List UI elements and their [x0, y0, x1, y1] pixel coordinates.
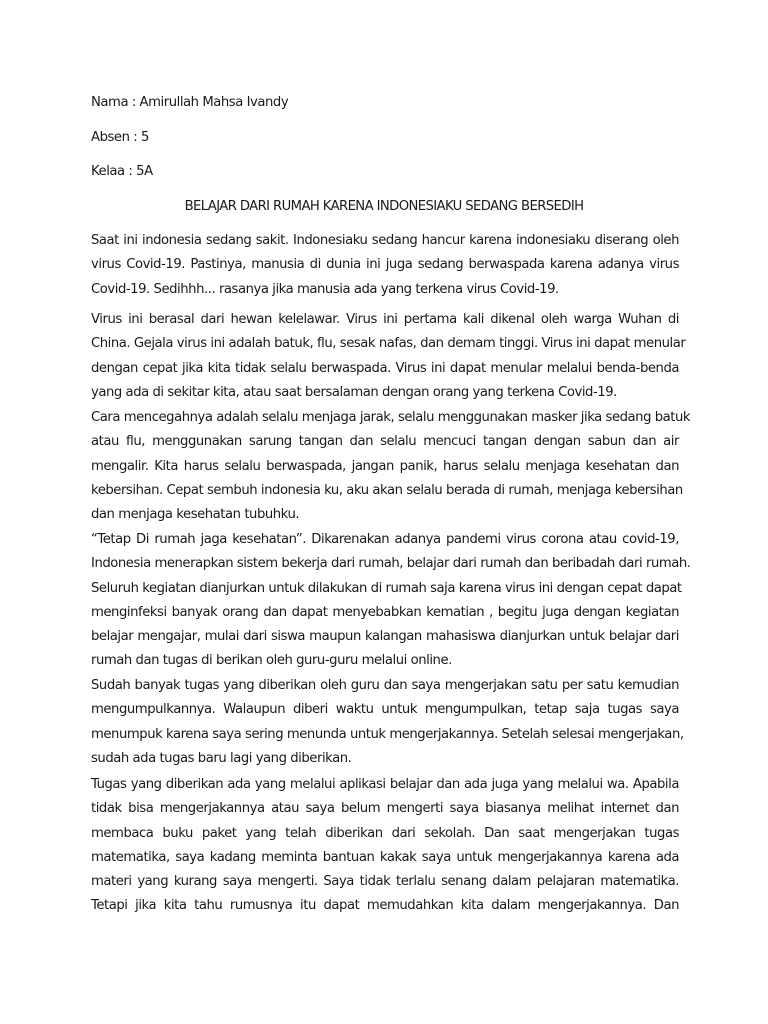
paragraph-2	[91, 308, 686, 405]
paragraph-line: Covid-19. Sedihhh... rasanya jika manusia ada yang terkena virus Covid-19.	[91, 281, 559, 297]
paragraph-line: Tetapi jika kita tahu rumusnya itu dapat memudahkan kita dalam mengerjakannya. Dan	[91, 898, 679, 914]
paragraph-1	[91, 229, 679, 302]
paragraph-line: virus Covid-19. Pastinya, manusia di dunia ini juga sedang berwaspada karena adanya virus	[91, 257, 679, 273]
paragraph-line: Saat ini indonesia sedang sakit. Indonesiaku sedang hancur karena indonesiaku diserang oleh	[91, 233, 679, 248]
paragraph-3	[91, 406, 691, 527]
paragraph-line: membaca buku paket yang telah diberikan dari sekolah. Dan saat mengerjakan tugas	[91, 825, 679, 841]
paragraph-line: kebersihan. Cepat sembuh indonesia ku, aku akan selalu berada di rumah, menjaga kebersihan	[91, 482, 683, 498]
student-name: Nama : Amirullah Mahsa Ivandy	[91, 95, 289, 110]
paragraph-6	[91, 773, 679, 919]
paragraph-line: dan menjaga kesehatan tubuhku.	[91, 507, 300, 523]
paragraph-line: Indonesia menerapkan sistem bekerja dari rumah, belajar dari rumah dan beribadah dari rumah.	[91, 556, 691, 572]
paragraph-line: menumpuk karena saya sering menunda untuk mengerjakannya. Setelah selesai mengerjakan,	[91, 726, 684, 742]
paragraph-line: matematika, saya kadang meminta bantuan kakak saya untuk mengerjakannya karena ada	[91, 849, 679, 865]
paragraph-line: Sudah banyak tugas yang diberikan oleh guru dan saya mengerjakan satu per satu kemudian	[91, 678, 679, 693]
paragraph-line: mengumpulkannya. Walaupun diberi waktu untuk mengumpulkan, tetap saja tugas saya	[91, 702, 679, 718]
paragraph-line: menginfeksi banyak orang dan dapat menyebabkan kematian , begitu juga dengan kegiatan	[91, 604, 679, 620]
paragraph-line: Seluruh kegiatan dianjurkan untuk dilakukan di rumah saja karena virus ini dengan cepat dapat	[91, 580, 682, 596]
paragraph-line: Virus ini berasal dari hewan kelelawar. Virus ini pertama kali dikenal oleh warga Wuhan di	[91, 312, 679, 327]
paragraph-line: Tugas yang diberikan ada yang melalui aplikasi belajar dan ada juga yang melalui wa. Apabila	[91, 777, 679, 792]
paragraph-line: rumah dan tugas di berikan oleh guru-guru melalui online.	[91, 653, 452, 669]
paragraph-line: tidak bisa mengerjakannya atau saya belum mengerti saya biasanya melihat internet dan	[91, 801, 679, 817]
paragraph-line: yang ada di sekitar kita, atau saat bersalaman dengan orang yang terkena Covid-19.	[91, 384, 617, 400]
paragraph-line: sudah ada tugas baru lagi yang diberikan.	[91, 750, 352, 766]
paragraph-line: atau flu, menggunakan sarung tangan dan selalu mencuci tangan dengan sabun dan air	[91, 434, 679, 450]
paragraph-line: dengan cepat jika kita tidak selalu berwaspada. Virus ini dapat menular melalui benda-benda	[91, 360, 679, 376]
paragraph-5	[91, 674, 684, 771]
paragraph-line: belajar mengajar, mulai dari siswa maupun kalangan mahasiswa dianjurkan untuk belajar dari	[91, 629, 679, 645]
paragraph-line: materi yang kurang saya mengerti. Saya tidak terlalu senang dalam pelajaran matematika.	[91, 874, 679, 890]
paragraph-line: China. Gejala virus ini adalah batuk, flu, sesak nafas, dan demam tinggi. Virus ini dapat menular	[91, 336, 686, 352]
paragraph-line: “Tetap Di rumah jaga kesehatan”. Dikarenakan adanya pandemi virus corona atau covid-19,	[91, 532, 679, 547]
paragraph-line: Cara mencegahnya adalah selalu menjaga jarak, selalu menggunakan masker jika sedang batuk	[91, 410, 691, 425]
paragraph-4	[91, 528, 691, 674]
student-class: Kelaa : 5A	[91, 164, 153, 179]
essay-title: BELAJAR DARI RUMAH KARENA INDONESIAKU SEDANG BERSEDIH	[184, 199, 584, 214]
student-number: Absen : 5	[91, 130, 149, 145]
paragraph-line: mengalir. Kita harus selalu berwaspada, jangan panik, harus selalu menjaga kesehatan dan	[91, 458, 679, 474]
